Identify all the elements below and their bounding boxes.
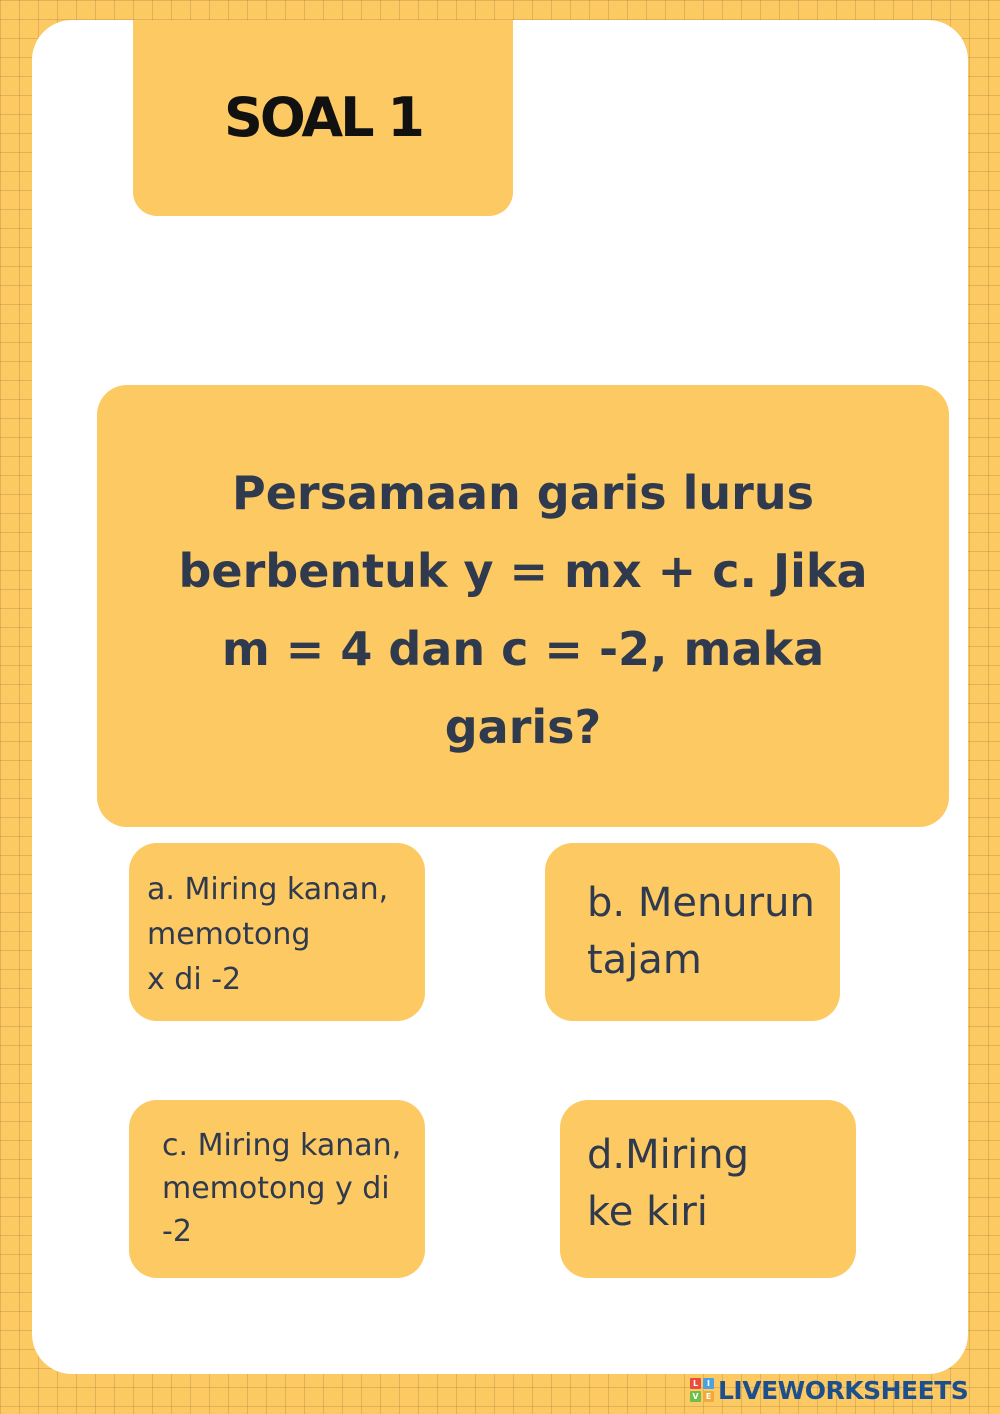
question-text: Persamaan garis lurus berbentuk y = mx + c. Jika m = 4 dan c = -2, maka garis? [178, 466, 868, 754]
option-d[interactable]: d.Miring ke kiri [560, 1100, 856, 1278]
logo-letter: L [690, 1378, 701, 1389]
question-number-tab [133, 20, 513, 216]
liveworksheets-logo-icon [690, 1378, 714, 1402]
logo-letter: V [690, 1391, 701, 1402]
logo-letter: I [703, 1378, 714, 1389]
option-c[interactable]: c. Miring kanan, memotong y di -2 [129, 1100, 425, 1278]
option-a[interactable]: a. Miring kanan, memotong x di -2 [129, 843, 425, 1021]
liveworksheets-wordmark: LIVEWORKSHEETS [718, 1375, 969, 1405]
liveworksheets-brand [690, 1374, 968, 1406]
option-b[interactable]: b. Menurun tajam [545, 843, 840, 1021]
logo-letter: E [703, 1391, 714, 1402]
question-number-title: SOAL 1 [224, 85, 422, 149]
question-box [97, 385, 949, 827]
